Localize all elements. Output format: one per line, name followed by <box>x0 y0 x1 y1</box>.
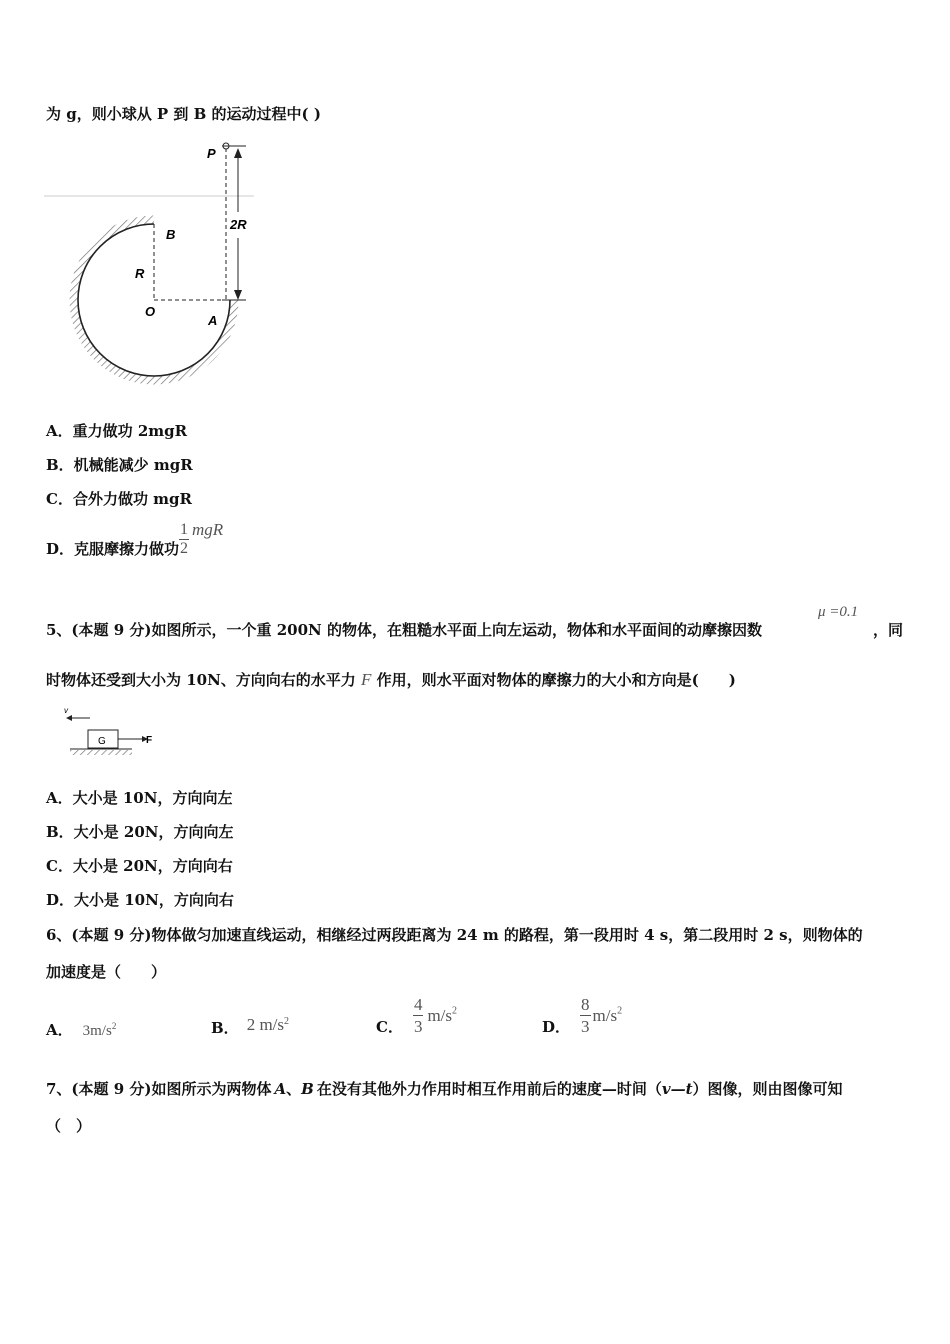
q6-option-c-unit: m/s <box>427 1005 453 1025</box>
q4-option-d <box>46 520 223 559</box>
q6-option-b <box>211 1017 289 1038</box>
label-g: G <box>98 736 106 747</box>
q6-option-a-value: 3m/s <box>82 1023 112 1039</box>
q6-option-a <box>46 1019 116 1040</box>
q4-option-b: B．机械能减少 mgR <box>46 456 193 474</box>
q6-option-c-sup: 2 <box>452 1005 458 1017</box>
q5-line2-a: 时物体还受到大小为 10N、方向向右的水平力 <box>46 671 356 689</box>
label-a: A <box>208 313 218 328</box>
q5-line2-b: 作用，则水平面对物体的摩擦力的大小和方向是( ) <box>376 671 736 689</box>
q4-option-d-expr: mgR <box>192 519 224 539</box>
label-p: P <box>207 146 216 161</box>
q7-separator: 、 <box>286 1080 302 1098</box>
q5-line2 <box>46 669 736 690</box>
q6-option-d-label: D． <box>542 1018 571 1036</box>
arrow-head-down <box>234 290 242 300</box>
q5-force-symbol: F <box>361 670 372 689</box>
q6-option-a-label: A． <box>46 1021 73 1039</box>
label-v: v <box>64 706 68 715</box>
q4-option-c: C．合外力做功 mgR <box>46 490 192 508</box>
label-o: O <box>145 304 156 319</box>
label-r: R <box>135 266 145 281</box>
q6-option-d-unit: m/s <box>592 1005 618 1025</box>
fraction-denominator: 3 <box>413 1017 423 1036</box>
q5-option-c: C．大小是 20N，方向向右 <box>46 857 233 875</box>
q4-figure <box>44 140 254 385</box>
q6-option-b-label: B． <box>211 1019 239 1037</box>
q7-body-b: B <box>301 1080 314 1098</box>
ground-hatch <box>70 750 132 755</box>
q5-figure <box>60 704 160 758</box>
q5-option-d: D．大小是 10N，方向向右 <box>46 891 234 909</box>
arrow-head-up <box>234 148 242 158</box>
q6-option-a-sup: 2 <box>111 1021 117 1031</box>
fraction-numerator: 1 <box>180 521 189 538</box>
q7-line1-a: 7、(本题 9 分)如图所示为两物体 <box>46 1080 272 1098</box>
q7-line1-c: ）图像，则由图像可知 <box>692 1080 843 1098</box>
fraction-denominator: 2 <box>180 540 189 557</box>
q6-option-b-value: 2 m/s <box>246 1015 284 1034</box>
q5-mu: μ =0.1 <box>818 604 859 620</box>
q5-line1-a: 5、(本题 9 分)如图所示，一个重 200N 的物体，在粗糙水平面上向左运动，物体和水平面间的动摩擦因数 <box>46 621 762 639</box>
q6-option-b-sup: 2 <box>284 1016 289 1027</box>
label-f: F <box>146 735 153 746</box>
q6-line2: 加速度是（ ） <box>46 963 167 981</box>
q7-vt: v—t <box>661 1080 693 1098</box>
label-b: B <box>166 227 176 242</box>
q6-option-c <box>376 994 457 1037</box>
q7-body-a: A <box>274 1080 287 1098</box>
fraction-denominator: 3 <box>581 1017 590 1036</box>
q6-option-d <box>542 994 622 1037</box>
q4-stem-tail: 为 g，则小球从 P 到 B 的运动过程中( ) <box>46 105 321 123</box>
q7-line1-b: 在没有其他外力作用时相互作用前后的速度—时间（ <box>316 1080 662 1098</box>
q7-line2: （ ） <box>46 1117 92 1135</box>
q6-line1: 6、(本题 9 分)物体做匀加速直线运动，相继经过两段距离为 24 m 的路程，第一段用时 4 s，第二段用时 2 s，则物体的 <box>46 926 863 944</box>
velocity-arrow-head <box>66 715 72 721</box>
q4-option-a: A．重力做功 2mgR <box>46 422 188 440</box>
fraction-numerator: 4 <box>413 995 423 1014</box>
q6-option-d-sup: 2 <box>617 1005 623 1017</box>
q5-option-a: A．大小是 10N，方向向左 <box>46 789 233 807</box>
label-2r: 2R <box>230 217 247 232</box>
q4-option-d-text: D．克服摩擦力做功 <box>46 540 180 558</box>
q6-option-d-fraction <box>580 994 591 1037</box>
q7-line1 <box>46 1078 843 1099</box>
q6-option-c-fraction <box>413 994 424 1037</box>
q4-option-d-fraction <box>179 521 189 558</box>
q6-option-c-label: C． <box>376 1018 403 1036</box>
q5-line1-b: ，同 <box>873 621 904 639</box>
fraction-numerator: 8 <box>581 995 590 1014</box>
q5-option-b: B．大小是 20N，方向向左 <box>46 823 234 841</box>
